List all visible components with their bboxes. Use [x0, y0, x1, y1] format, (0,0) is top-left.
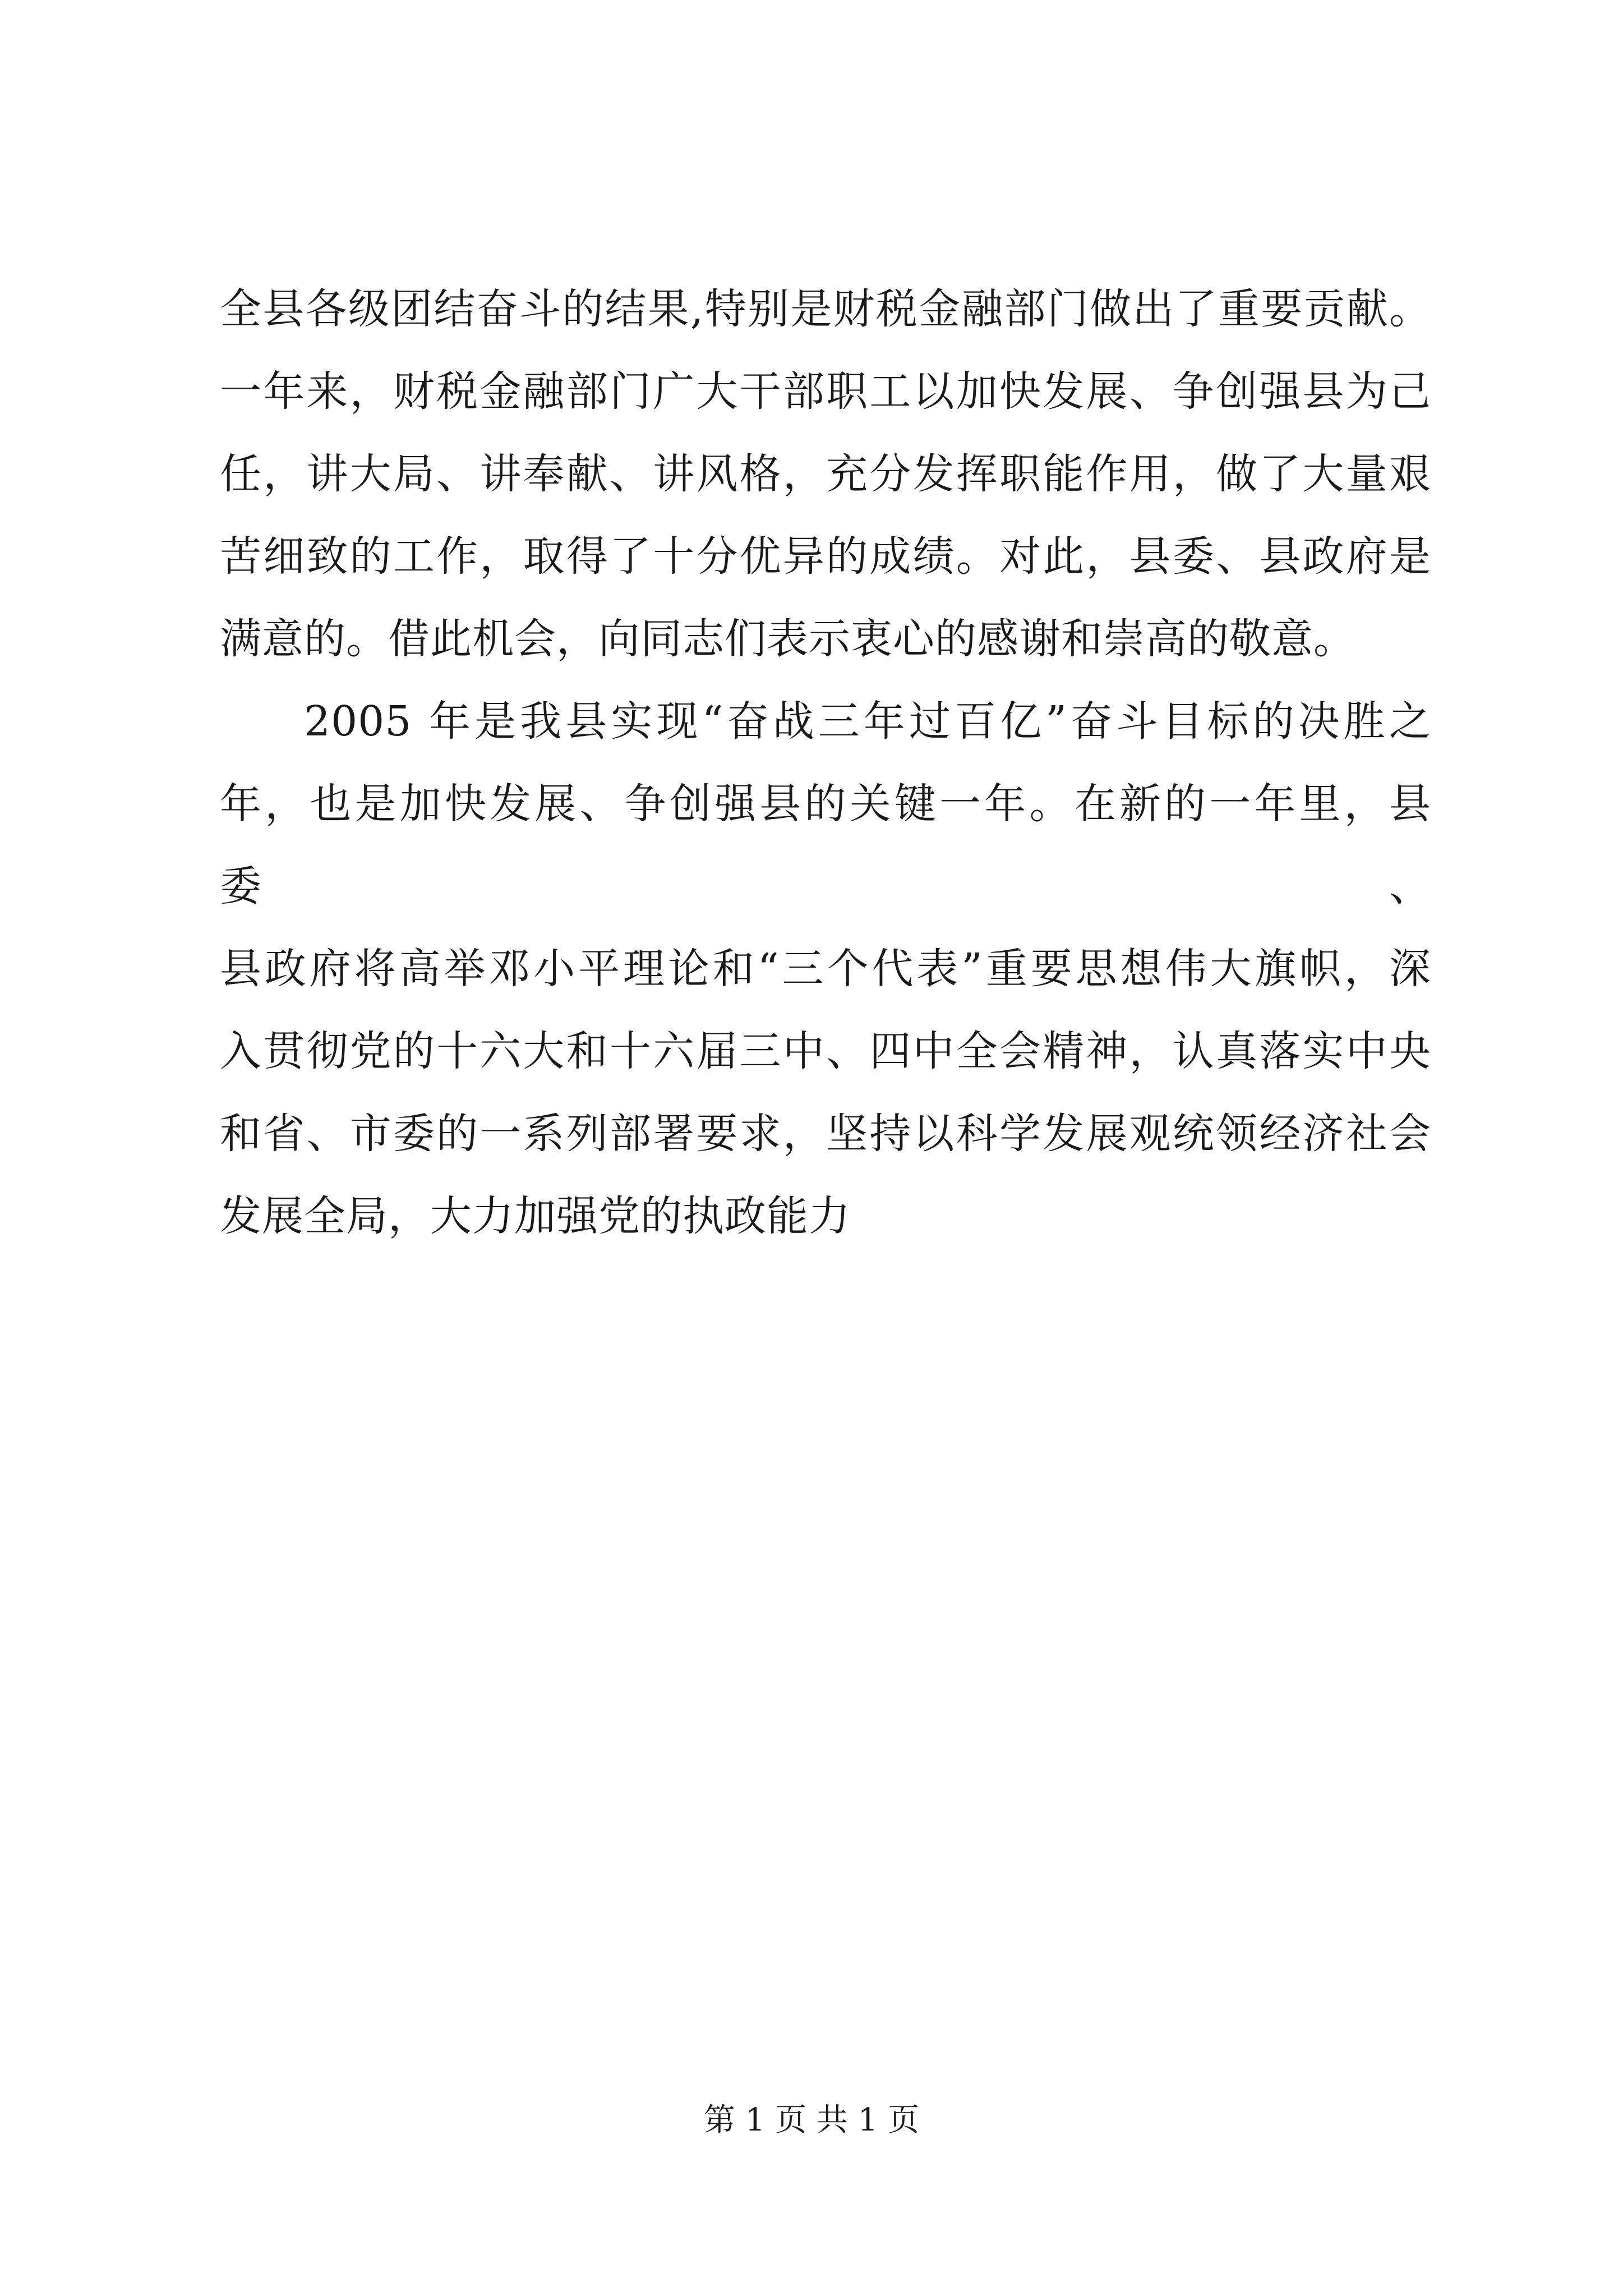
- text-line-6: 2005 年是我县实现“奋战三年过百亿”奋斗目标的决胜之: [304, 697, 1431, 746]
- text-line-11: 发展全局，大力加强党的执政能力: [220, 1192, 851, 1240]
- text-line-10: 和省、市委的一系列部署要求，坚持以科学发展观统领经济社会: [220, 1110, 1431, 1158]
- text-line-1: 全县各级团结奋斗的结果,特别是财税金融部门做出了重要贡献。: [220, 285, 1431, 333]
- body-text: [220, 268, 1431, 1258]
- page-footer: 第 1 页 共 1 页: [703, 2102, 920, 2138]
- text-line-2: 一年来，财税金融部门广大干部职工以加快发展、争创强县为己: [220, 367, 1431, 416]
- text-line-3: 任，讲大局、讲奉献、讲风格，充分发挥职能作用，做了大量艰: [220, 450, 1431, 498]
- text-line-9: 入贯彻党的十六大和十六届三中、四中全会精神，认真落实中央: [220, 1027, 1431, 1075]
- text-line-7: 年，也是加快发展、争创强县的关键一年。在新的一年里，县委、: [220, 780, 1431, 910]
- text-line-5: 满意的。借此机会，向同志们表示衷心的感谢和崇高的敬意。: [220, 615, 1355, 663]
- text-line-8: 县政府将高举邓小平理论和“三个代表”重要思想伟大旗帜，深: [220, 945, 1431, 993]
- text-line-4: 苦细致的工作，取得了十分优异的成绩。对此，县委、县政府是: [220, 532, 1431, 581]
